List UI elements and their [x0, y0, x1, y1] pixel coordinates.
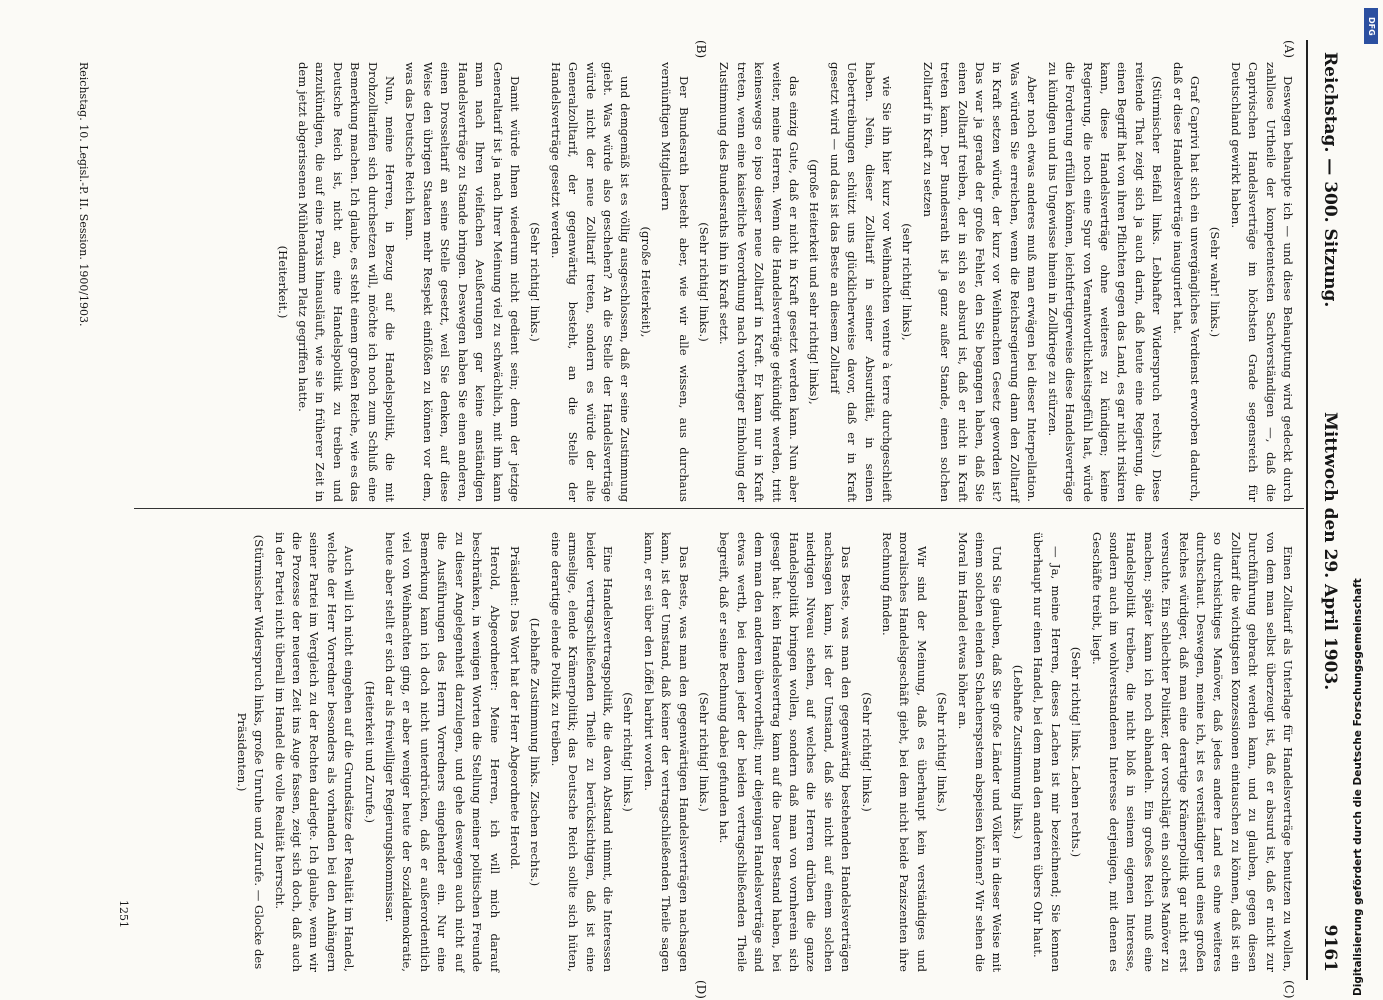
paragraph: Graf Caprivi hat sich ein unvergängliches Verdienst erworben dadurch, daß er diese Handelsverträge inauguriert hat. [1170, 62, 1202, 502]
interjection: (Sehr richtig! links. Lachen rechts.) [1069, 646, 1084, 858]
header-date: Mittwoch den 29. April 1903. [1320, 412, 1340, 691]
paragraph: Präsident: Das Wort hat der Herr Abgeordnete Herold. [507, 546, 522, 870]
interjection: (Lebhafte Zustimmung links.) [1010, 664, 1025, 840]
left-column [270, 62, 1296, 502]
paragraph: (Stürmischer Beifall links. Lebhafter Widerspruch rechts.) Diese reitende That zeigt sich ja auch darin, daß heute eine Regierung, die einen Begriff hat von ihren Pflichten gegen das Land, es gar nicht riskiren kann, diese Handelsverträge ohne weiteres zu kündigen; keine Regierung, die noch eine Spur von Verantwortlichkeitsgefühl hat, würde die Forderung erfüllen können, leichtfertigerweise diese Handelsverträge zu kündigen und ins Ungewisse hinein in Zollkriege zu stürzen. [1045, 62, 1165, 502]
interjection: (Sehr richtig! links.) [697, 222, 711, 342]
interjection: (große Heiterkeit und sehr richtig! links), [807, 159, 822, 405]
right-column [229, 532, 1296, 972]
interjection: (sehr richtig! links), [900, 223, 915, 341]
dfg-logo: DFG [1364, 8, 1378, 44]
interjection: (Heiterkeit.) [275, 245, 290, 319]
printer-signature: 1251 [117, 900, 130, 928]
interjection: (Sehr richtig! links.) [528, 222, 543, 342]
margin-marker-a: (A) [1282, 40, 1296, 59]
paragraph: Herold, Abgeordneter: Meine Herren, ich will mich darauf beschränken, in wenigen Worten die Stellung meiner politischen Freunde zu dieser Angelegenheit darzulegen, und gehe deswegen auch nicht auf die Ausführungen des Herrn Vorredners eingehender ein. Nur eine Bemerkung kann ich doch nicht unterdrücken, daß er außerordentlich viel von Weihnachten ging, er aber weniger heute der Sozialdemokratie, heute aber stellt er sich dar als freiwilliger Regierungskommissar. [383, 532, 502, 972]
paragraph: das einzig Gute, daß er nicht in Kraft gesetzt werden kann. Nun aber weiter, meine Herren. Wenn die Handelsverträge gekündigt werden, tritt keineswegs eo ipso dieser neue Zolltarif in Kraft. Er kann nur in Kraft treten, wenn eine kaiserliche Verordnung nach vorheriger Einholung der Zustimmung des Bundesraths ihn in Kraft setzt. [717, 62, 802, 502]
paragraph: Aber noch etwas anderes muß man erwägen bei dieser Interpellation. Was würden Sie erreichen, wenn die Reichsregierung dann den Zolltarif in Kraft setzen würde, der kurz vor Weihnachten Gesetz geworden ist? Das war ja gerade der große Fehler, den Sie begangen haben, daß Sie einen Zolltarif treiben, der in sich so absurd ist, daß er nicht in Kraft treten kann. Der Bundesrath ist ja ganz außer Stande, einen solchen Zolltarif in Kraft zu setzen [920, 62, 1040, 502]
column-divider [134, 508, 1304, 509]
paragraph: Der Bundesrath besteht aber, wie wir alle wissen, aus durchaus vernünftigen Mitgliedern [659, 62, 691, 502]
page-number: 9161 [1320, 924, 1340, 972]
paragraph: Und Sie glauben, daß Sie große Länder und Völker in dieser Weise mit einem solchen elenden Schacherspstem abspeisen können? Wir sehen die Moral im Handel etwas höher an. [955, 532, 1005, 972]
header-rule [1306, 40, 1308, 980]
paragraph: wie Sie ihn hier kurz vor Weihnachten ventre à terre durchgeschleift haben. Nein, dieser Zolltarif in seiner Absurdität, in seinen Uebertreibungen schützt uns glücklicherweise davor, daß er in Kraft gesetzt wird — und das ist das Beste an diesem Zolltarif [827, 62, 895, 502]
paragraph: Wir sind der Meinung, daß es überhaupt kein verständiges und moralisches Handelsgeschäft giebt, bei dem nicht beide Paziszenten ihre Rechnung finden. [880, 532, 929, 972]
rotated-page [58, 40, 1348, 999]
interjection: (Lebhafte Zustimmung links. Zischen rechts.) [528, 617, 543, 887]
margin-marker-b: (B) [694, 40, 708, 59]
interjection: (Sehr richtig! links.) [697, 692, 711, 812]
paragraph: Eine Handelsvertragspolitik, die davon Abstand nimmt, die Interessen beider vertragschließenden Theile zu berücksichtigen, daß ist eine armselige, elende Krämerpolitik; das Deutsche Reich sollte sich hüten, eine derartige elende Politik zu treiben. [548, 532, 615, 972]
paragraph: — Ja, meine Herren, dieses Lachen ist mir bezeichnend; Sie kennen überhaupt nur einen Handel, bei dem man den anderen übers Ohr haut. [1031, 532, 1063, 972]
paragraph: Einen Zolltarif als Unterlage für Handelsverträge benutzen zu wollen, von dem man selbst überzeugt ist, daß er absurd ist, daß er nicht zur Durchführung gebracht werden kann, und zu glauben, gegen diesen Zolltarif die wichtigsten Konzessionen eintauschen zu können, daß ist ein so durchsichtiges Manöver, daß jedes andere Land es ohne weiteres durchschaut. Deswegen, meine ich, ist es verständiger und eines großen Reiches würdiger, daß man eine derartige Krämerpolitik gar nicht erst versuchte. Ein schlechter Politiker, der vorschlägt ein solches Manöver zu machen; später kann ich noch abhandeln. Ein großes Reich muß eine Handelspolitik treiben, die nicht bloß in seinem eigenen Interesse, sondern auch im wohlverstandenen Interesse derjenigen, mit denen es Geschäfte treibt, liegt. [1089, 532, 1295, 972]
paragraph: Deswegen behaupte ich — und diese Behauptung wird gedeckt durch zahllose Urtheile der kompetentesten Sachverständigen —, daß die Caprivischen Handelsverträge im höchsten Grade segensreich für Deutschland gewirkt haben. [1228, 62, 1295, 502]
margin-marker-c: (C) [1282, 980, 1296, 999]
interjection: (Heiterkeit und Zurufe.) [362, 680, 377, 824]
funding-note: Digitalisierung gefördert durch die Deutsche Forschungsgemeinschaft [1352, 578, 1364, 996]
interjection: (Sehr richtig! links.) [859, 692, 874, 812]
paragraph: Damit würde Ihnen wiederum nicht gedient sein; denn der jetzige Generaltarif ist ja nach Ihrer Meinung viel zu schwächlich, mit ihm kann man nach Ihren vielfachen Aeußerungen gar keine anständigen Handelsverträge zu Stande bringen. Deswegen haben Sie einen anderen, einen Drosseltarif an seine Stelle gesetzt, weil Sie denken, auf diese Weise den übrigen Staaten mehr Respekt einflößen zu können vor dem, was das Deutsche Reich kann. [403, 62, 522, 502]
interjection: (Stürmischer Widerspruch links, große Unruhe und Zurufe. — Glocke des Präsidenten.) [234, 534, 267, 970]
interjection: (Sehr wahr! links.) [1208, 226, 1223, 338]
paragraph: Nun, meine Herren, in Bezug auf die Handelspolitik, die mit Drohzolltarifen sich durchsetzen will, möchte ich noch zum Schluß eine Bemerkung machen. Ich glaube, es steht einem großen Reiche, wie es das Deutsche Reich ist, nicht an, eine Handelspolitik zu treiben und anzukündigen, die auf eine Praxis hinausläuft, wie sie in früherer Zeit in dem jetzt abgerissenen Mühlendamm Platz gegriffen hatte. [296, 62, 398, 502]
interjection: (Sehr richtig! links.) [621, 692, 636, 812]
paragraph: Das Beste, was man den gegenwärtig bestehenden Handelsverträgen nachsagen kann, ist der Umstand, daß sie nicht auf einem solchen niedrigen Niveau stehen, auf welches die Herren drüben die ganze Handelspolitik bringen wollen, sondern daß man von vornherein sich gesagt hat: kein Handelsvertrag kann auf die Dauer Bestand haben, bei dem man den anderen übervortheilt; nur diejenigen Handelsverträge sind etwas werth, bei denen jeder der beiden vertragschließenden Theile begreift, daß er seine Rechnung dabei gefunden hat. [717, 532, 854, 972]
paragraph: Auch will ich nicht eingehen auf die Grundsätze der Realität im Handel, welche der Herr Vorredner besonders als vorhanden bei den Anhängern seiner Partei im Vergleich zu der Rechten darlegte. Ich glaube, wenn wir die Prozesse der neueren Zeit ins Auge fassen, zeigt sich doch, daß auch in der Partei nicht überall im Handel die volle Realität herrscht. [272, 532, 357, 972]
margin-marker-d: (D) [694, 980, 708, 999]
page-footer: Reichstag. 10. Legisl.-P. II. Session. 1900/1903. [77, 62, 90, 327]
paragraph: und demgemäß ist es völlig ausgeschlossen, daß er seine Zustimmung giebt. Was würde also geschehen? An die Stelle der Handelsverträge würde nicht der neue Zolltarif treten, sondern es würde der alte Generalzolltarif, der gegenwärtig besteht, an die Stelle der Handelsverträge gesetzt werden. [548, 62, 633, 502]
paragraph: Das Beste, was man den gegenwärtigen Handelsverträgen nachsagen kann, ist der Umstand, daß keiner der vertragschließenden Theile sagen kann, er sei über den Löffel barbirt worden. [641, 532, 691, 972]
header-left: Reichstag. — 300. Sitzung. [1320, 52, 1340, 308]
interjection: (große Heiterkeit), [638, 226, 653, 338]
page-header [1312, 40, 1348, 980]
interjection: (Sehr richtig! links.) [935, 692, 950, 812]
